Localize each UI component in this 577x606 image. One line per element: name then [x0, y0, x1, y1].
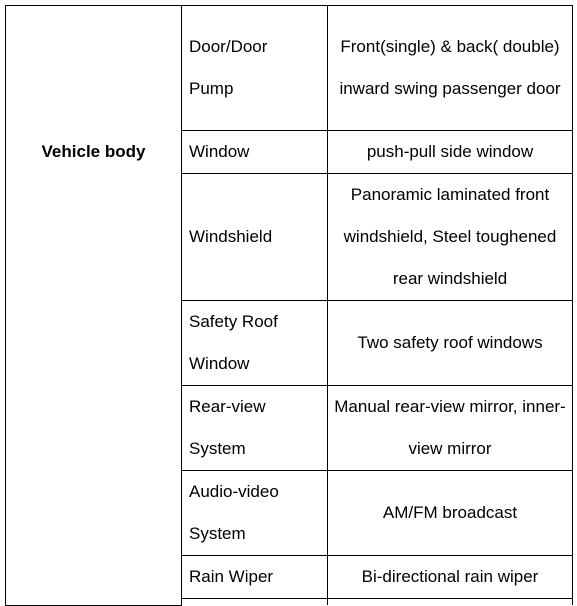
- feature-cell: Door/Door Pump: [182, 6, 328, 131]
- category-cell: [6, 6, 182, 606]
- feature-cell: Audio-video System: [182, 471, 328, 556]
- description-cell: AM/FM broadcast: [328, 471, 573, 556]
- description-cell: Front(single) & back( double) inward swing passenger door: [328, 6, 573, 131]
- description-cell: Panoramic laminated front windshield, Steel toughened rear windshield: [328, 174, 573, 301]
- feature-cell: Windshield: [182, 174, 328, 301]
- feature-cell: Rear-view System: [182, 386, 328, 471]
- spec-table: [5, 5, 573, 606]
- feature-cell: [182, 599, 328, 606]
- description-cell: Two safety roof windows: [328, 301, 573, 386]
- feature-cell: Window: [182, 131, 328, 174]
- category-label: Vehicle body: [41, 142, 146, 161]
- description-cell: push-pull side window: [328, 131, 573, 174]
- table-row: [6, 6, 573, 131]
- feature-cell: Rain Wiper: [182, 556, 328, 599]
- feature-cell: Safety Roof Window: [182, 301, 328, 386]
- description-cell: Bi-directional rain wiper: [328, 556, 573, 599]
- description-cell: [328, 599, 573, 606]
- description-cell: Manual rear-view mirror, inner-view mirror: [328, 386, 573, 471]
